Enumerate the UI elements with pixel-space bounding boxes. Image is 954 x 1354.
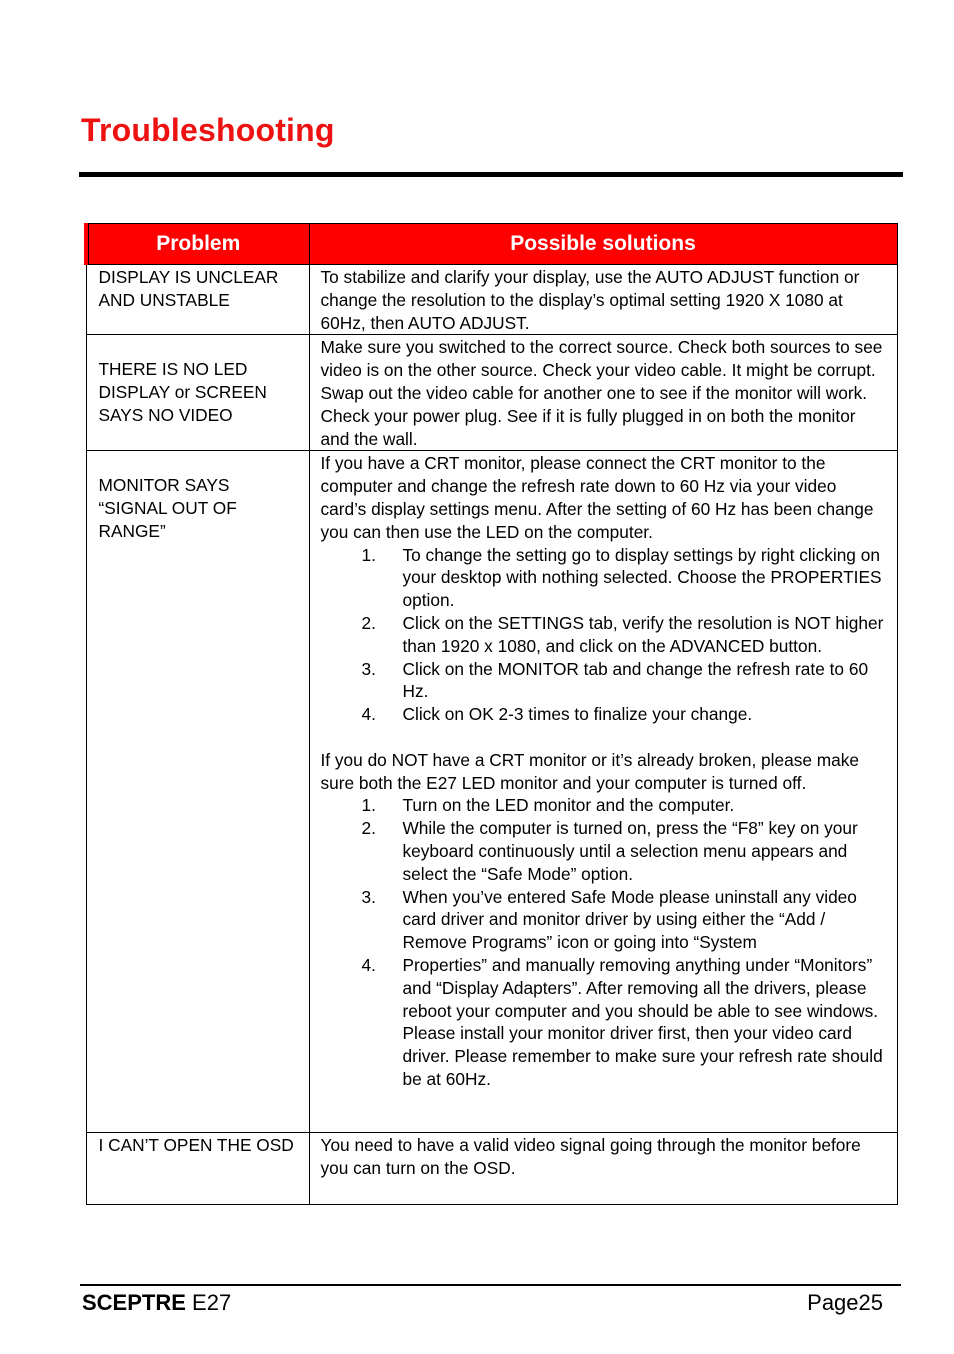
list-item: 3. When you’ve entered Safe Mode please uninstall any video card driver and monitor driver by using either the “Add / Remove Programs” icon or going into “System	[361, 886, 857, 953]
footer-brand-model	[82, 1290, 231, 1316]
problem-cell: DISPLAY IS UNCLEAR AND UNSTABLE	[86, 265, 309, 335]
table-row	[86, 265, 897, 335]
model-name: E27	[185, 1290, 232, 1315]
header-possible-solutions: Possible solutions	[309, 224, 897, 265]
table-row	[86, 451, 897, 1133]
list-item: 2. While the computer is turned on, press the “F8” key on your keyboard continuously until a selection menu appears and select the “Safe Mode” option.	[361, 818, 858, 884]
table-row	[86, 1133, 897, 1205]
brand-name: SCEPTRE	[82, 1290, 186, 1315]
problem-cell: THERE IS NO LED DISPLAY or SCREEN SAYS NO VIDEO	[86, 335, 309, 451]
crt-instructions: If you have a CRT monitor, please connect the CRT monitor to the computer and change the refresh rate down to 60 Hz via your video card’s display settings menu. After the setting of 60 Hz has been change you can then use the LED on the computer.	[320, 453, 874, 542]
spacer	[321, 726, 887, 749]
header-problem: Problem	[86, 224, 309, 265]
page-number: Page25	[807, 1290, 883, 1315]
list-item: 2. Click on the SETTINGS tab, verify the resolution is NOT higher than 1920 x 1080, and click on the ADVANCED button.	[361, 612, 884, 656]
list-item: 4. Click on OK 2-3 times to finalize your change.	[361, 704, 753, 725]
solution-cell: To stabilize and clarify your display, use the AUTO ADJUST function or change the resolution to the display’s optimal setting 1920 X 1080 at 60Hz, then AUTO ADJUST.	[309, 265, 897, 335]
page-title: Troubleshooting	[81, 112, 335, 148]
problem-cell: I CAN’T OPEN THE OSD	[86, 1133, 309, 1205]
list-item: 4. Properties” and manually removing anything under “Monitors” and “Display Adapters”. After removing all the drivers, please reboot your computer and you should be able to see windows. Please install your monitor driver first, then your video card driver. Please remember to make sure your refresh rate should be at 60Hz.	[361, 954, 883, 1089]
troubleshooting-table	[84, 223, 898, 1205]
list-item: 1. Turn on the LED monitor and the computer.	[361, 795, 735, 816]
title-divider	[79, 172, 903, 177]
crt-steps-list	[321, 544, 887, 726]
problem-cell: MONITOR SAYS “SIGNAL OUT OF RANGE”	[86, 451, 309, 1133]
safe-mode-steps-list	[321, 794, 887, 1090]
solution-cell: You need to have a valid video signal going through the monitor before you can turn on the OSD.	[309, 1133, 897, 1205]
non-crt-instructions: If you do NOT have a CRT monitor or it’s already broken, please make sure both the E27 LED monitor and your computer is turned off.	[320, 749, 860, 793]
footer-divider	[80, 1284, 901, 1286]
solution-cell	[309, 451, 897, 1133]
solution-cell: Make sure you switched to the correct source. Check both sources to see video is on the other source. Check your video cable. It might be corrupt. Swap out the video cable for another one to see if the monitor will work. Check your power plug. See if it is fully plugged in on both the monitor and the wall.	[309, 335, 897, 451]
table-header-row	[86, 224, 897, 265]
list-item: 1. To change the setting go to display settings by right clicking on your desktop with nothing selected. Choose the PROPERTIES option.	[361, 544, 882, 611]
list-item: 3. Click on the MONITOR tab and change the refresh rate to 60 Hz.	[361, 658, 869, 702]
table-row	[86, 335, 897, 451]
